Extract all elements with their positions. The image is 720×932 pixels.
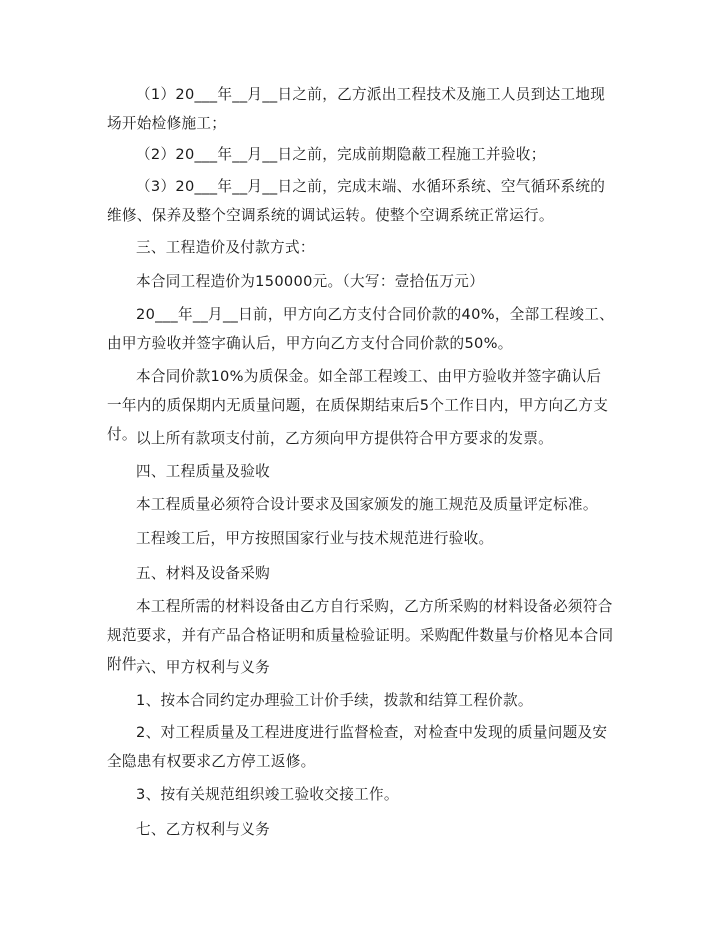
section-heading-quality: 四、工程质量及验收 [136,463,271,480]
schedule-item-2: （2）20___年__月__日之前，完成前期隐蔽工程施工并验收； [136,146,546,163]
payment-schedule-paragraph: 20___年__月__日前，甲方向乙方支付合同价款的40%，全部工程竣工、由甲方验收并签字确认后，甲方向乙方支付合同价款的50%。 [107,306,615,352]
section-heading-materials: 五、材料及设备采购 [136,565,271,582]
quality-standard-paragraph: 本工程质量必须符合设计要求及国家颁发的施工规范及质量评定标准。 [136,496,598,513]
section-heading-price-payment: 三、工程造价及付款方式： [136,239,315,256]
party-a-duty-1: 1、按本合同约定办理验工计价手续，拨款和结算工程价款。 [136,692,533,709]
warranty-deposit-paragraph: 本合同价款10%为质保金。如全部工程竣工、由甲方验收并签字确认后一年内的质保期内无质量问题，在质保期结束后5个工作日内，甲方向乙方支付。 [107,368,609,443]
party-a-duty-3: 3、按有关规范组织竣工验收交接工作。 [136,786,399,803]
contract-price-paragraph: 本合同工程造价为150000元。（大写：壹拾伍万元） [136,273,485,290]
section-heading-party-b: 七、乙方权利与义务 [136,821,271,838]
invoice-paragraph: 以上所有款项支付前，乙方须向甲方提供符合甲方要求的发票。 [136,430,554,447]
materials-paragraph: 本工程所需的材料设备由乙方自行采购，乙方所采购的材料设备必须符合规范要求，并有产品合格证明和质量检验证明。采购配件数量与价格见本合同附件。 [107,598,614,673]
schedule-item-3: （3）20___年__月__日之前，完成末端、水循环系统、空气循环系统的维修、保养及整个空调系统的调试运转。使整个空调系统正常运行。 [107,178,606,224]
acceptance-paragraph: 工程竣工后，甲方按照国家行业与技术规范进行验收。 [136,530,494,547]
section-heading-party-a: 六、甲方权利与义务 [136,659,271,676]
schedule-item-1: （1）20___年__月__日之前，乙方派出工程技术及施工人员到达工地现场开始检修施工； [107,86,606,132]
party-a-duty-2: 2、对工程质量及工程进度进行监督检查，对检查中发现的质量问题及安全隐患有权要求乙方停工返修。 [107,724,608,770]
